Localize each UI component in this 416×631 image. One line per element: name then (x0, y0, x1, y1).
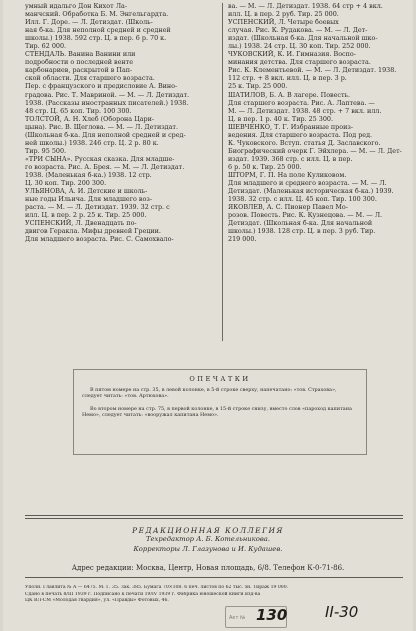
text-line: 6 р. 50 к. Тир. 25 000. (228, 162, 302, 171)
editorial-board (3, 526, 413, 554)
text-line: ней школы.) 1938. 246 стр. Ц. 2 р. 80 к. (25, 138, 159, 147)
imprint-line: Сдано в печать 8/III 1939 г. Подписано к печати 19/IV 1939 г. Фабрика юношеской книги изд-ва (25, 591, 261, 597)
text-line: СТЕНДАЛЬ. Ванина Ванини или (25, 50, 136, 59)
text-line: градова. Рис. Т. Мавриной. — М. — Л. Детиздат. (25, 90, 190, 99)
text-line: цына). Рис. В. Щеглова. — М. — Л. Детиздат. (25, 122, 178, 131)
text-line: ШТОРМ, Г. П. На поле Куликовом. (228, 170, 347, 179)
text-line: К. Чуковского. Вступ. статья Д. Заславского. (228, 138, 381, 147)
text-line: 1938. (Рассказы иностранных писателей.) 1938. (25, 98, 189, 107)
text-line: подробности о последней венте (25, 58, 133, 67)
divider-bottom (25, 577, 403, 578)
text-line: Детиздат. (Школьная б-ка. Для начальной (228, 219, 373, 228)
editorial-address: Адрес редакции: Москва, Центр, Новая площадь, 6/8. Телефон К-0-71-86. (71, 564, 345, 572)
text-line: УСПЕНСКИЙ, Л. Четыре боевых (228, 18, 339, 27)
text-line: 1938. 32 стр. с илл. Ц. 45 коп. Тир. 100 300. (228, 195, 377, 204)
text-line: умный идальго Дон Кихот Ла- (25, 2, 127, 10)
text-line: раста. — М. — Л. Детиздат. 1939. 32 стр. с (25, 203, 170, 212)
journal-page (3, 0, 413, 631)
text-line: ТОЛСТОЙ, А. Н. Хлеб (Оборона Цари- (25, 114, 155, 123)
text-line: М. — Л. Детиздат. 1938. 48 стр. + 7 вкл. илл. (228, 106, 382, 115)
text-line: 1938. (Маленькая б-ка.) 1938. 12 стр. (25, 170, 152, 179)
text-line: Детиздат. (Маленькая историческая б-ка.) 1939. (228, 187, 394, 196)
correctors: Корректоры Л. Глазунова и И. Кудашев. (133, 544, 283, 553)
divider-top (25, 515, 403, 516)
text-line: 219 000. (228, 235, 257, 244)
text-line: Тир. 95 500. (25, 146, 67, 155)
text-line: го возраста. Рис. А. Брея. — М. — Л. Детиздат. (25, 162, 185, 171)
text-line: УЛЬЯНОВА, А. И. Детские и школь- (25, 187, 148, 196)
text-line: школы.) 1938. 128 стр. Ц. в пер. 3 руб. Тир. (228, 227, 376, 236)
text-line: 112 стр. + 8 вкл. илл. Ц. в пер. 3 р. (228, 74, 347, 83)
errata-paragraph-2: Во втором номере на стр. 75, в первой колонке, в 15-й строке снизу, вместо слов «пароход капитана Немо», следует читать: «вооружал капитана Немо». (82, 405, 352, 418)
left-column (25, 2, 217, 243)
text-line: 25 к. Тир. 25 000. (228, 82, 288, 91)
library-stamp (225, 606, 287, 628)
text-line: илл. Ц. в пер. 2 руб. Тир. 25 000. (228, 10, 339, 19)
imprint-line: Уполн. Главлита № А — 6475. М. Г. 35. Зак. 385. Бумага 70×108. 6 печ. листов по 62 тыс. зн. Тираж 19 000. (25, 585, 289, 590)
text-line: ской области. Для старшего возраста. (25, 74, 155, 83)
text-line: Ц. 30 коп. Тир. 200 300. (25, 179, 107, 188)
text-line: Для младшего и среднего возраста. — М. — Л. (228, 179, 387, 188)
text-line: карбонариев, раскрытой в Пап- (25, 66, 133, 75)
text-line: минания детства. Для старшего возраста. (228, 58, 371, 67)
text-line: ЧУКОВСКИЙ, К. И. Гимназия. Воспо- (228, 50, 356, 59)
text-line: Для старшего возраста. Рис. А. Лаптева. — (228, 98, 375, 107)
text-line: случая. Рис. К. Рудакова. — М. — Л. Дет- (228, 26, 368, 35)
errata-paragraph-1: В пятом номере на стр. 35, в левой колонке, в 5-й строке сверху, напечатано: «тов. Страхова», следует читать: «тов. Артюхова». (82, 387, 337, 400)
text-line: Биографический очерк Г. Эйхлера. — М. — Л. Дет- (228, 146, 402, 155)
text-line: Тир. 62 000. (25, 42, 67, 51)
tech-editor: Техредактор А. Б. Котельникова. (145, 535, 271, 544)
errata-box (73, 369, 367, 455)
text-line: школы.) 1938. 592 стр. Ц. в пер. 6 р. 70 к. (25, 34, 167, 43)
text-line: (Школьная б-ка. Для неполной средней и сред- (25, 130, 186, 139)
column-divider (222, 3, 223, 341)
text-line: 48 стр. Ц. 65 коп. Тир. 100 300. (25, 106, 132, 115)
text-line: двигов Геракла. Мифы древней Греции. (25, 227, 161, 236)
text-line: ная б-ка. Для неполной средней и средней (25, 26, 171, 35)
text-line: ЯКОВЛЕВ, А. С. Пионер Павел Мо- (228, 203, 348, 212)
text-line: розов. Повесть. Рис. К. Кузнецова. — М. — Л. (228, 211, 383, 220)
editorial-title: РЕДАКЦИОННАЯ КОЛЛЕГИЯ (132, 526, 284, 535)
text-line: лы.) 1938. 24 стр. Ц. 30 коп. Тир. 252 000. (228, 42, 371, 51)
text-line: Рис. К. Клементьевой. — М. — Л. Детиздат. 1938. (228, 66, 397, 75)
text-line: издат. 1939. 368 стр. с илл. Ц. в пер. (228, 154, 353, 163)
text-line: Пер. с французского и предисловие А. Вино- (25, 82, 178, 91)
text-line: Ц. в пер. 1 р. 40 к. Тир. 25 300. (228, 114, 333, 123)
shelf-mark: II-30 (325, 603, 359, 621)
text-line: ные годы Ильича. Для младшего воз- (25, 195, 153, 204)
right-column (228, 2, 416, 243)
text-line: ШАТИЛОВ, Б. А. В лагере. Повесть. (228, 90, 351, 99)
text-line: Илл. Г. Доре. — Л. Детиздат. (Школь- (25, 18, 153, 27)
text-line: УСПЕНСКИЙ, Л. Двенадцать по- (25, 219, 137, 228)
text-line: илл. Ц. в пер. 2 р. 25 к. Тир. 25 000. (25, 211, 147, 220)
text-line: манчский. Обработка Б. М. Энгельгардта. (25, 10, 169, 19)
stamp-label: Акт № (229, 615, 246, 621)
stamp-number: 130 (256, 606, 288, 624)
text-line: ва. — М. — Л. Детиздат. 1938. 64 стр + 4 вкл. (228, 2, 383, 10)
text-line: «ТРИ СЫНА». Русская сказка. Для младше- (25, 154, 175, 163)
imprint-footer (25, 585, 403, 605)
text-line: Для младшего возраста. Рис. С. Самохвало- (25, 235, 174, 244)
text-line: ведения. Для старшего возраста. Под ред. (228, 130, 373, 139)
errata-title: ОПЕЧАТКИ (189, 375, 251, 383)
divider-top-double (25, 518, 403, 519)
text-line: издат. (Школьная б-ка. Для начальной шко- (228, 34, 378, 43)
text-line: ШЕВЧЕНКО, Т. Г. Избранные произ- (228, 122, 354, 131)
imprint-line: ЦК ВЛ-СМ «Молодая гвардия», ул. «Правды» Фотовых, 46. (25, 598, 169, 604)
